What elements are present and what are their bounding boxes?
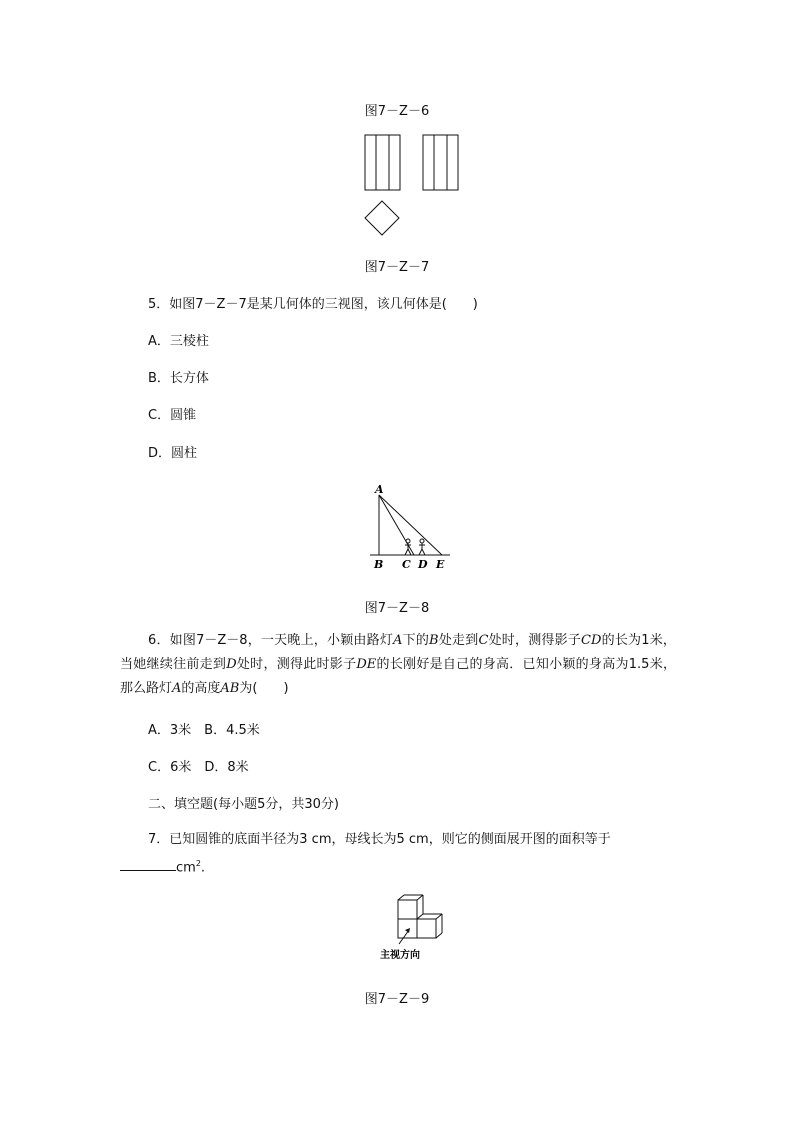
q7-stem: 7．已知圆锥的底面半径为3 cm，母线长为5 cm，则它的侧面展开图的面积等于 $cm^2$. — [120, 828, 676, 880]
q5-option-b: B．长方体 — [148, 371, 209, 386]
label-b: B — [374, 558, 384, 571]
figure-caption-8: 图7－Z－8 — [364, 601, 430, 616]
q6-stem: 6．如图7－Z－8，一天晚上，小颖由路灯A下的B处走到C处时，测得影子CD的长为1米，当她继续往前走到D处时，测得此时影子DE的长刚好是自己的身高．已知小颖的身高为1.5米，那么路灯A的高度AB为( ) — [120, 633, 676, 696]
label-e: E — [436, 558, 445, 571]
figure-caption-9: 图7－Z－9 — [364, 992, 430, 1007]
q5-option-c: C．圆锥 — [148, 408, 197, 423]
q6-options-row1: A．3米 B．4.5米 — [148, 723, 260, 738]
section-2-title: 二、填空题(每小题5分，共30分) — [148, 797, 339, 812]
figure-caption-7: 图7－Z－7 — [364, 260, 430, 275]
label-d: D — [418, 558, 428, 571]
view-direction-arrow — [399, 930, 409, 944]
q6-options-row2: C．6米 D．8米 — [148, 760, 249, 775]
label-a: A — [375, 483, 384, 496]
view-direction-label: 主视方向 — [380, 950, 420, 961]
label-c: C — [402, 558, 411, 571]
q5-stem: 5．如图7－Z－7是某几何体的三视图，该几何体是( ) — [148, 297, 478, 312]
q5-option-a: A．三棱柱 — [148, 334, 209, 349]
q5-option-d: D．圆柱 — [148, 446, 198, 461]
figure-caption-6: 图7－Z－6 — [364, 104, 430, 119]
